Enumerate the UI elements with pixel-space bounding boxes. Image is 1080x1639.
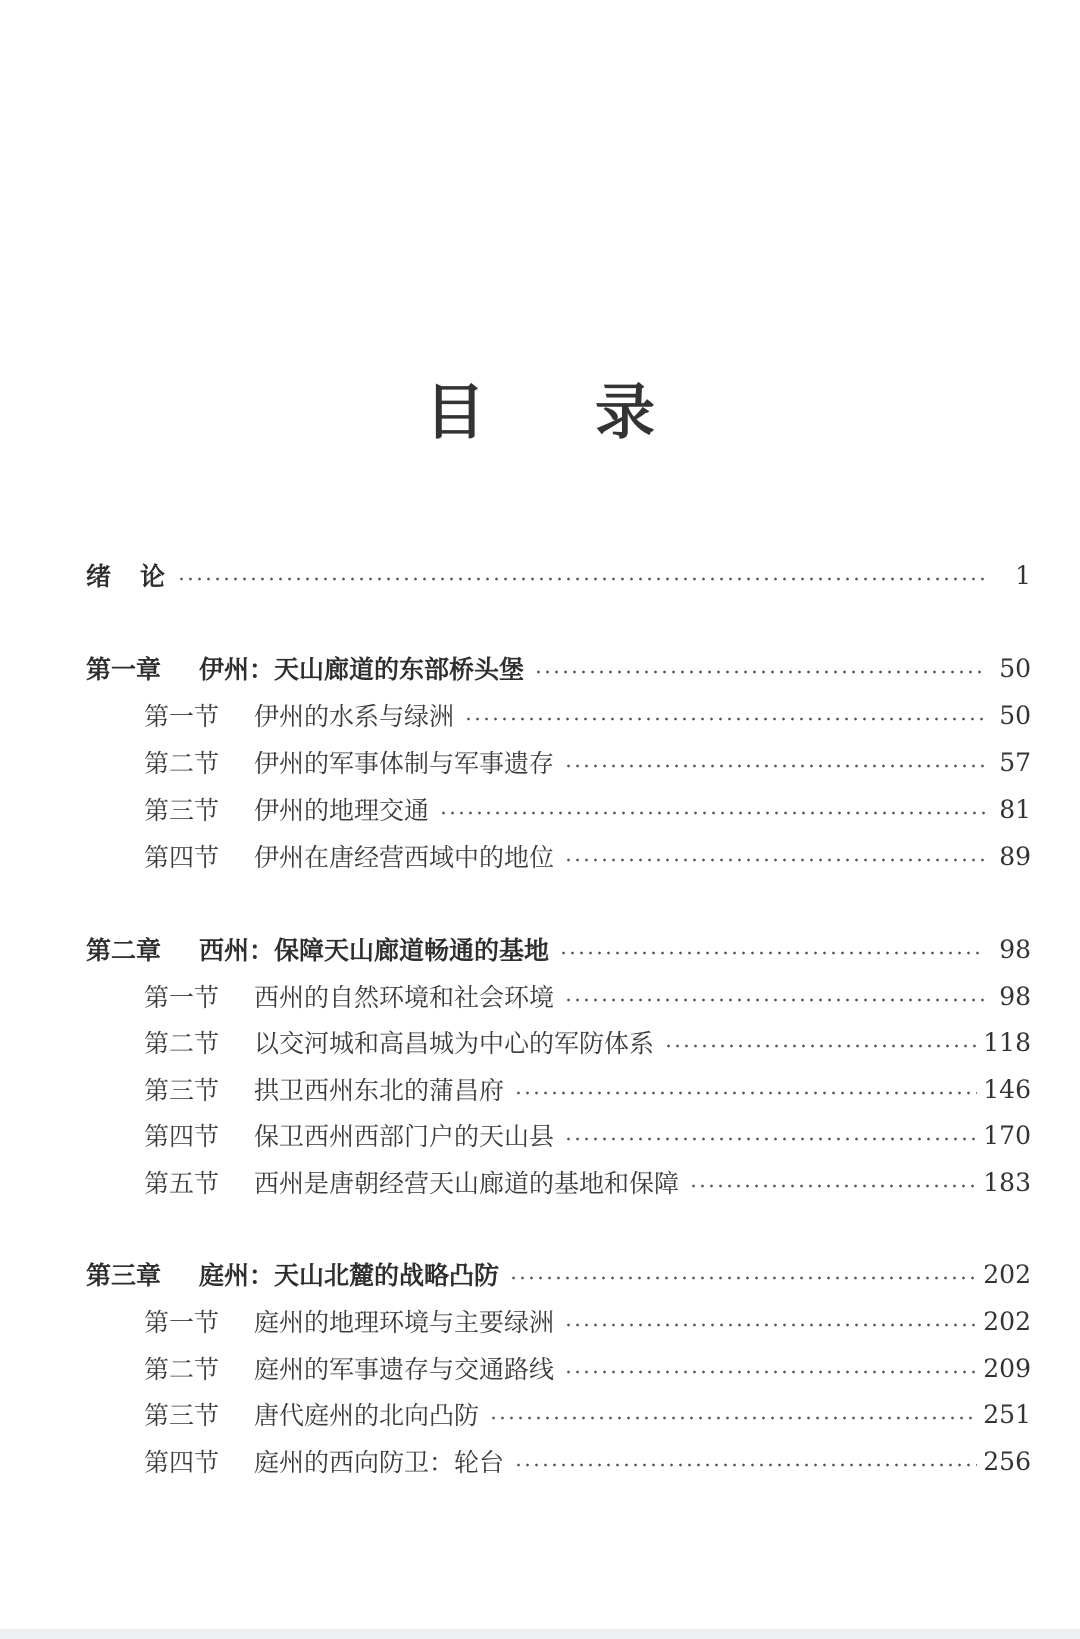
section-title: 唐代庭州的北向凸防: [254, 1401, 480, 1430]
section-title: 庭州的地理环境与主要绿洲: [254, 1308, 555, 1337]
title-char-1: 目: [425, 378, 485, 448]
leader-dots: [564, 1370, 977, 1374]
toc-entry-section: [86, 1441, 1031, 1481]
leader-dots: [559, 951, 985, 955]
chapter-title: 伊州：天山廊道的东部桥头堡: [199, 655, 525, 684]
leader-dots: [564, 998, 985, 1002]
toc-entry-section: [86, 1022, 1031, 1062]
section-title: 伊州的军事体制与军事遗存: [254, 749, 555, 778]
leader-dots: [564, 764, 985, 768]
chapter-number: 第二章: [86, 936, 162, 965]
section-number: 第二节: [144, 749, 220, 778]
toc-entry-section: [86, 1301, 1031, 1341]
section-title: 伊州的地理交通: [254, 796, 430, 825]
toc-entry-section: [86, 836, 1031, 876]
leader-dots: [489, 1416, 977, 1420]
entry-page-number: 98: [999, 934, 1031, 964]
toc-entry-chapter-1: [86, 648, 1031, 688]
entry-page-number: 50: [999, 700, 1031, 730]
entry-page-number: 57: [999, 747, 1031, 777]
section-title: 保卫西州西部门户的天山县: [254, 1122, 555, 1151]
title-char-2: 录: [595, 378, 655, 448]
section-number: 第四节: [144, 843, 220, 872]
entry-page-number: 170: [983, 1120, 1031, 1150]
leader-dots: [564, 1323, 977, 1327]
section-title: 以交河城和高昌城为中心的军防体系: [254, 1029, 655, 1058]
section-title: 西州是唐朝经营天山廊道的基地和保障: [254, 1169, 680, 1198]
toc-entry-chapter-2: [86, 929, 1031, 969]
chapter-number: 第三章: [86, 1261, 162, 1290]
section-title: 庭州的军事遗存与交通路线: [254, 1355, 555, 1384]
section-number: 第一节: [144, 702, 220, 731]
entry-page-number: 202: [983, 1306, 1031, 1336]
toc-entry-section: [86, 1348, 1031, 1388]
leader-dots: [534, 670, 985, 674]
section-number: 第五节: [144, 1169, 220, 1198]
leader-dots: [439, 811, 985, 815]
section-number: 第三节: [144, 1401, 220, 1430]
leader-dots: [564, 1137, 977, 1141]
entry-page-number: 118: [983, 1027, 1031, 1057]
entry-page-number: 50: [999, 653, 1031, 683]
toc-entry-section: [86, 789, 1031, 829]
page-title: [0, 365, 1080, 451]
chapter-title: 庭州：天山北麓的战略凸防: [199, 1261, 500, 1290]
section-title: 西州的自然环境和社会环境: [254, 983, 555, 1012]
section-number: 第二节: [144, 1029, 220, 1058]
entry-page-number: 1: [1015, 560, 1031, 590]
section-number: 第三节: [144, 796, 220, 825]
entry-page-number: 256: [983, 1446, 1031, 1476]
section-number: 第一节: [144, 983, 220, 1012]
toc-entry-section: [86, 742, 1031, 782]
section-title: 伊州在唐经营西域中的地位: [254, 843, 555, 872]
entry-page-number: 251: [983, 1399, 1031, 1429]
section-number: 第二节: [144, 1355, 220, 1384]
chapter-title: 西州：保障天山廊道畅通的基地: [199, 936, 550, 965]
section-title: 拱卫西州东北的蒲昌府: [254, 1076, 505, 1105]
leader-dots: [564, 858, 985, 862]
toc-entry-section: [86, 1115, 1031, 1155]
section-number: 第四节: [144, 1122, 220, 1151]
entry-page-number: 183: [983, 1167, 1031, 1197]
section-number: 第一节: [144, 1308, 220, 1337]
entry-page-number: 81: [999, 794, 1031, 824]
entry-page-number: 202: [983, 1259, 1031, 1289]
toc-entry-section: [86, 1394, 1031, 1434]
leader-dots: [514, 1091, 977, 1095]
toc-entry-section: [86, 695, 1031, 735]
entry-label: 绪 论: [86, 562, 168, 591]
section-title: 庭州的西向防卫：轮台: [254, 1448, 505, 1477]
toc-entry-section: [86, 1069, 1031, 1109]
leader-dots: [464, 717, 985, 721]
entry-page-number: 98: [999, 981, 1031, 1011]
section-number: 第四节: [144, 1448, 220, 1477]
leader-dots: [177, 577, 985, 581]
toc-entry-chapter-3: [86, 1254, 1031, 1294]
leader-dots: [664, 1044, 977, 1048]
leader-dots: [509, 1276, 977, 1280]
section-title: 伊州的水系与绿洲: [254, 702, 455, 731]
toc-entry-section: [86, 1162, 1031, 1202]
leader-dots: [514, 1463, 977, 1467]
entry-page-number: 146: [983, 1074, 1031, 1104]
chapter-number: 第一章: [86, 655, 162, 684]
entry-page-number: 89: [999, 841, 1031, 871]
section-number: 第三节: [144, 1076, 220, 1105]
bottom-edge: [0, 1629, 1080, 1639]
toc-entry-section: [86, 976, 1031, 1016]
entry-page-number: 209: [983, 1353, 1031, 1383]
toc-entry-intro: [86, 555, 1031, 595]
leader-dots: [689, 1184, 977, 1188]
